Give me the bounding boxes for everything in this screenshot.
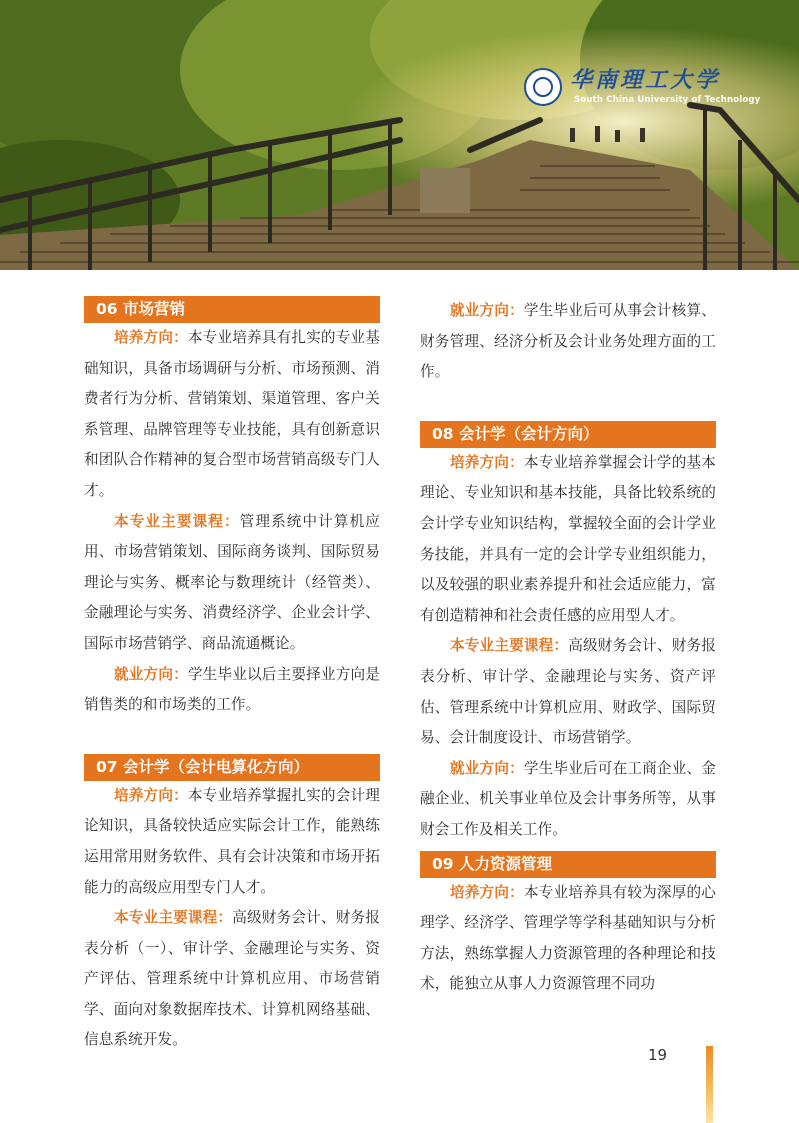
s09-training xyxy=(420,878,716,1000)
s06-training-label: 培养方向： xyxy=(114,329,188,346)
page-number: 19 xyxy=(648,1046,668,1064)
s06-employment-text: 学生毕业以后主要择业方向是销售类的和市场类的工作。 xyxy=(84,665,380,714)
right-column xyxy=(420,296,716,1000)
page-stripe-decoration xyxy=(706,1046,713,1123)
university-name-en: South China University of Technology xyxy=(574,95,761,105)
s06-courses-label: 本专业主要课程： xyxy=(114,512,240,530)
s07-employment xyxy=(420,296,716,388)
s08-courses xyxy=(420,631,716,753)
section-title-09: 09 人力资源管理 xyxy=(420,851,716,878)
s08-courses-label: 本专业主要课程： xyxy=(450,637,569,655)
s06-employment-label: 就业方向： xyxy=(114,665,188,683)
s07-courses-text: 高级财务会计、财务报表分析（一）、审计学、金融理论与实务、资产评估、管理系统中计算机应用、市场营销学、面向对象数据库技术、计算机网络基础、信息系统开发。 xyxy=(84,909,380,1049)
university-seal-icon xyxy=(524,68,562,106)
s07-training-label: 培养方向： xyxy=(114,786,188,804)
section-title-06: 06 市场营销 xyxy=(84,296,380,323)
s07-employment-text: 学生毕业后可从事会计核算、财务管理、经济分析及会计业务处理方面的工作。 xyxy=(420,302,716,381)
s08-courses-text: 高级财务会计、财务报表分析、审计学、金融理论与实务、资产评估、管理系统中计算机应用、财政学、国际贸易、会计制度设计、市场营销学。 xyxy=(420,637,716,747)
header-photo xyxy=(0,0,799,270)
s06-courses xyxy=(84,507,380,660)
s07-courses xyxy=(84,903,380,1056)
left-column xyxy=(84,296,380,1056)
s06-employment xyxy=(84,660,380,721)
university-logo xyxy=(524,66,761,110)
s08-employment-label: 就业方向： xyxy=(450,759,524,777)
s09-training-text: 本专业培养具有较为深厚的心理学、经济学、管理学等学科基础知识与分析方法，熟练掌握人力资源管理的各种理论和技术，能独立从事人力资源管理不同功 xyxy=(420,883,716,993)
s07-training xyxy=(84,781,380,903)
s08-employment xyxy=(420,754,716,846)
staircase-illustration xyxy=(0,0,799,270)
s06-training-text: 本专业培养具有扎实的专业基础知识，具备市场调研与分析、市场预测、消费者行为分析、营销策划、渠道管理、客户关系管理、品牌管理等专业技能，具有创新意识和团队合作精神的复合型市场营销高级专门人才。 xyxy=(84,329,380,499)
s08-training-text: 本专业培养掌握会计学的基本理论、专业知识和基本技能，具备比较系统的会计学专业知识结构，掌握较全面的会计学业务技能，并具有一定的会计学专业组织能力，以及较强的职业素养提升和社会适应能力，富有创造精神和社会责任感的应用型人才。 xyxy=(420,453,716,624)
s08-employment-text: 学生毕业后可在工商企业、金融企业、机关事业单位及会计事务所等，从事财会工作及相关工作。 xyxy=(420,759,716,838)
s08-training xyxy=(420,448,716,632)
university-name-cn: 华南理工大学 xyxy=(570,67,721,93)
s06-courses-text: 管理系统中计算机应用、市场营销策划、国际商务谈判、国际贸易理论与实务、概率论与数理统计（经管类）、金融理论与实务、消费经济学、企业会计学、国际市场营销学、商品流通概论。 xyxy=(84,512,380,652)
section-title-08: 08 会计学（会计方向） xyxy=(420,421,716,448)
s08-training-label: 培养方向： xyxy=(450,453,524,471)
section-title-07: 07 会计学（会计电算化方向） xyxy=(84,754,380,781)
s07-training-text: 本专业培养掌握扎实的会计理论知识，具备较快适应实际会计工作，能熟练运用常用财务软件、具有会计决策和市场开拓能力的高级应用型专门人才。 xyxy=(84,786,380,896)
s07-courses-label: 本专业主要课程： xyxy=(114,909,233,927)
s07-employment-label: 就业方向： xyxy=(450,302,524,319)
s09-training-label: 培养方向： xyxy=(450,883,524,901)
s06-training xyxy=(84,323,380,507)
